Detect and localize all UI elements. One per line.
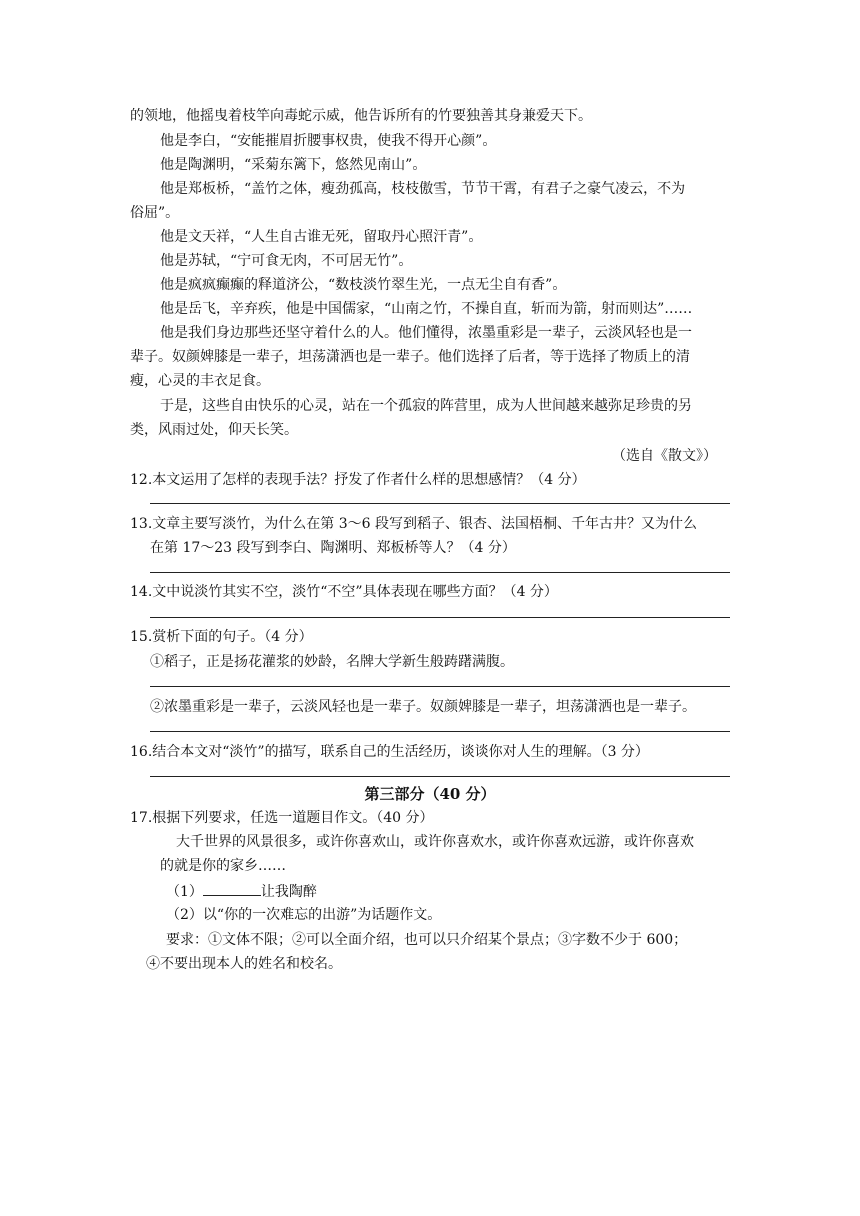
answer-line-16 bbox=[150, 776, 730, 777]
article-line-wen: 他是文天祥，“人生自古谁无死，留取丹心照汗青”。 bbox=[160, 229, 483, 245]
question-15-sentence-a: ①稻子，正是扬花灌浆的妙龄，名牌大学新生般踌躇满腹。 bbox=[150, 654, 514, 670]
article-line-zheng-2: 俗屈”。 bbox=[130, 205, 180, 221]
question-15: 15.赏析下面的句子。（4 分） bbox=[130, 629, 313, 645]
answer-line-13 bbox=[150, 572, 730, 573]
article-line-zheng-1: 他是郑板桥，“盖竹之体，瘦劲孤高，枝枝傲雪，节节干霄，有君子之豪气凌云，不为 bbox=[160, 181, 686, 197]
essay-intro-line-1: 大千世界的风景很多，或许你喜欢山，或许你喜欢水，或许你喜欢远游，或许你喜欢 bbox=[176, 834, 694, 850]
question-13-line-1: 13.文章主要写淡竹，为什么在第 3～6 段写到稻子、银杏、法国梧桐、千年古井？又为什么 bbox=[130, 516, 697, 532]
article-line-ji: 他是疯疯癫癫的释道济公，“数枝淡竹翠生光，一点无尘自有香”。 bbox=[160, 277, 567, 293]
essay-option-1-suffix: 让我陶醉 bbox=[260, 884, 317, 900]
article-line-yue: 他是岳飞，辛弃疾，他是中国儒家，“山南之竹，不操自直，斩而为箭，射而则达”…… bbox=[160, 301, 693, 317]
essay-intro-line-2: 的就是你的家乡…… bbox=[160, 858, 286, 874]
essay-requirements-line-2: ④不要出现本人的姓名和校名。 bbox=[146, 956, 342, 972]
essay-requirements-line-1: 要求：①文体不限；②可以全面介绍，也可以只介绍某个景点；③字数不少于 600； bbox=[166, 932, 688, 948]
article-paragraph-tail: 的领地，他摇曳着枝竿向毒蛇示威，他告诉所有的竹要独善其身兼爱天下。 bbox=[130, 108, 592, 124]
article-line-end-2: 类，风雨过处，仰天长笑。 bbox=[130, 422, 298, 438]
article-line-tao: 他是陶渊明，“采菊东篱下，悠然见南山”。 bbox=[160, 157, 427, 173]
essay-option-2: （2）以“你的一次难忘的出游”为话题作文。 bbox=[166, 907, 442, 923]
essay-title-blank bbox=[203, 881, 261, 896]
question-15-sentence-b: ②浓墨重彩是一辈子，云淡风轻也是一辈子。奴颜婢膝是一辈子，坦荡潇洒也是一辈子。 bbox=[150, 699, 696, 715]
article-line-us-1: 他是我们身边那些还坚守着什么的人。他们懂得，浓墨重彩是一辈子，云淡风轻也是一 bbox=[160, 325, 692, 341]
question-16: 16.结合本文对“淡竹”的描写，联系自己的生活经历，谈谈你对人生的理解。（3 分） bbox=[130, 744, 649, 760]
answer-line-12 bbox=[150, 503, 730, 504]
article-line-us-2: 辈子。奴颜婢膝是一辈子，坦荡潇洒也是一辈子。他们选择了后者，等于选择了物质上的清 bbox=[130, 349, 690, 365]
article-line-su: 他是苏轼，“宁可食无肉，不可居无竹”。 bbox=[160, 253, 413, 269]
essay-option-1 bbox=[166, 881, 317, 902]
answer-line-15-b bbox=[150, 731, 730, 732]
part-three-heading: 第三部分（40 分） bbox=[364, 785, 496, 803]
article-line-end-1: 于是，这些自由快乐的心灵，站在一个孤寂的阵营里，成为人世间越来越弥足珍贵的另 bbox=[160, 398, 692, 414]
answer-line-15-a bbox=[150, 686, 730, 687]
answer-line-14 bbox=[150, 617, 730, 618]
question-17: 17.根据下列要求，任选一道题目作文。（40 分） bbox=[130, 810, 434, 826]
question-14: 14.文中说淡竹其实不空，淡竹“不空”具体表现在哪些方面？（4 分） bbox=[130, 584, 558, 600]
question-12: 12.本文运用了怎样的表现手法？抒发了作者什么样的思想感情？（4 分） bbox=[130, 472, 586, 488]
article-line-us-3: 瘦，心灵的丰衣足食。 bbox=[130, 373, 270, 389]
question-13-line-2: 在第 17～23 段写到李白、陶渊明、郑板桥等人？（4 分） bbox=[150, 540, 516, 556]
article-source: （选自《散文》） bbox=[612, 448, 717, 464]
essay-option-1-prefix: （1） bbox=[166, 884, 203, 900]
article-line-li-bai: 他是李白，“安能摧眉折腰事权贵，使我不得开心颜”。 bbox=[160, 133, 497, 149]
